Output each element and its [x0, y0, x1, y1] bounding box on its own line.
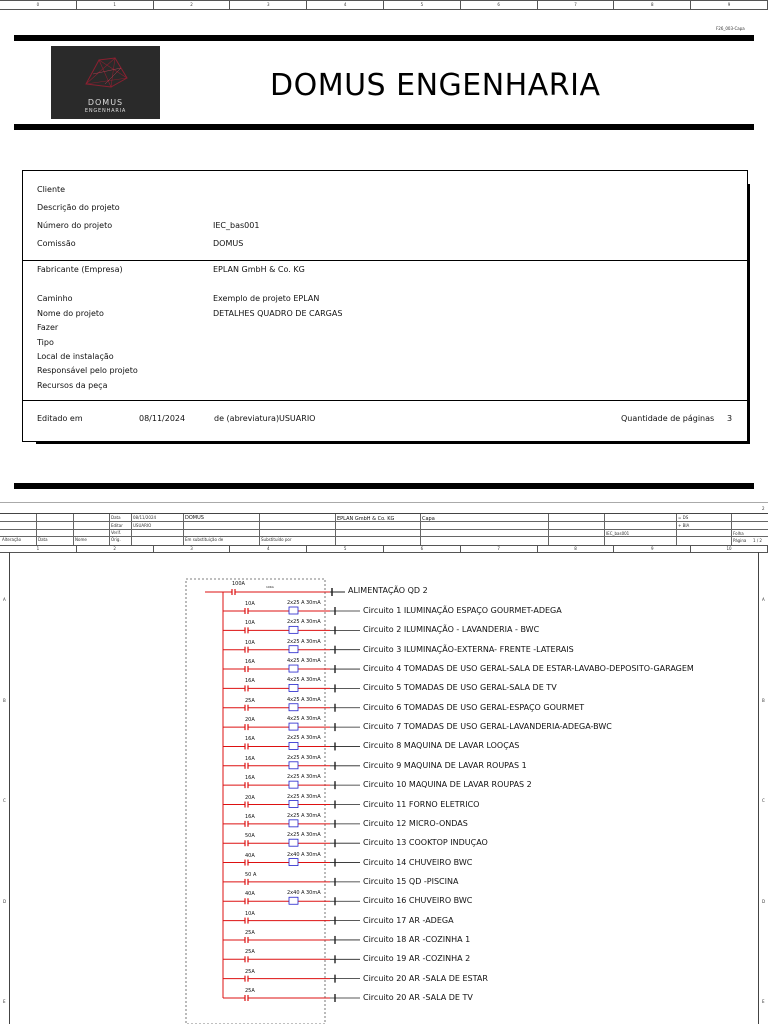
column-marker: 8	[538, 546, 615, 552]
row-letter: A	[762, 597, 765, 602]
dr-sensitivity: 30mA	[306, 735, 321, 742]
breaker-rating: 16A	[245, 813, 255, 820]
breaker-rating: 10A	[245, 639, 255, 646]
dr-sensitivity: 30mA	[306, 638, 321, 645]
logo-brand: DOMUS	[87, 98, 124, 107]
circuit-label: Circuito 17 AR -ADEGA	[363, 915, 454, 925]
numero-label: Número do projeto	[37, 221, 113, 230]
column-marker: 8	[614, 1, 691, 9]
substituido-label: Substituído por	[261, 537, 292, 542]
nome-label-tb: Nome	[75, 537, 87, 542]
circuit-label: Circuito 11 FORNO ELETRICO	[363, 799, 480, 809]
circuit-label: Circuito 15 QD -PISCINA	[363, 876, 459, 886]
dr-device-box	[289, 665, 298, 672]
dr-device-box	[289, 781, 298, 788]
column-marker: 4	[307, 1, 384, 9]
main-breaker-ka: 10KA	[266, 585, 274, 589]
breaker-rating: 16A	[245, 775, 255, 782]
column-marker: 4	[230, 546, 307, 552]
dr-sensitivity: 30mA	[306, 774, 321, 781]
circuit-label: Circuito 8 MAQUINA DE LAVAR LOOÇAS	[363, 741, 520, 751]
top-column-ruler	[0, 0, 768, 10]
dr-sensitivity: 30mA	[306, 812, 321, 819]
dr-device-box	[289, 820, 298, 827]
dr-device-box	[289, 704, 298, 711]
project-info-box	[22, 170, 748, 442]
dr-rating: 2x40 A	[287, 851, 305, 858]
logo-mark-icon	[81, 54, 131, 90]
column-marker: 7	[538, 1, 615, 9]
sheet-name: Capa	[422, 516, 435, 522]
dr-sensitivity: 30mA	[306, 754, 321, 761]
editado-value: 08/11/2024	[139, 414, 186, 423]
tipo-label: Tipo	[37, 338, 54, 347]
dr-rating: 4x25 A	[287, 696, 305, 703]
dr-rating: 4x25 A	[287, 677, 305, 684]
breaker-rating: 20A	[245, 717, 255, 724]
dr-sensitivity: 30mA	[306, 716, 321, 723]
circuit-label: Circuito 16 CHUVEIRO BWC	[363, 896, 473, 906]
dr-sensitivity: 30mA	[306, 600, 321, 606]
domus-logo	[51, 46, 160, 119]
info-divider	[23, 400, 747, 401]
dr-device-box	[289, 646, 298, 653]
circuit-label: Circuito 10 MAQUINA DE LAVAR ROUPAS 2	[363, 780, 532, 790]
abrev-value: USUARIO	[279, 414, 316, 423]
qtd-paginas-label: Quantidade de páginas	[621, 414, 715, 423]
row-letter: B	[762, 698, 765, 703]
dr-rating: 2x25 A	[287, 812, 305, 819]
breaker-rating: 10A	[245, 620, 255, 627]
circuit-label: Circuito 9 MAQUINA DE LAVAR ROUPAS 1	[363, 760, 527, 770]
row-letter: D	[762, 899, 766, 904]
dr-device-box	[289, 626, 298, 633]
breaker-rating: 50 A	[245, 871, 257, 878]
dr-device-box	[289, 762, 298, 769]
comissao-label: Comissão	[37, 239, 76, 248]
dr-device-box	[289, 859, 298, 866]
breaker-rating: 10A	[245, 601, 255, 607]
dr-device-box	[289, 607, 298, 614]
breaker-rating: 10A	[245, 910, 255, 917]
dr-device-box	[289, 897, 298, 904]
column-marker: 2	[77, 546, 154, 552]
title-block	[0, 513, 768, 546]
main-breaker-rating: 100A	[232, 581, 245, 587]
breaker-rating: 25A	[245, 988, 255, 994]
breaker-rating: 20A	[245, 794, 255, 801]
dr-sensitivity: 30mA	[306, 832, 321, 839]
comissao-value: DOMUS	[213, 239, 244, 248]
page-separator	[0, 502, 768, 503]
descricao-label: Descrição do projeto	[37, 203, 120, 212]
dr-device-box	[289, 742, 298, 749]
circuit-label: Circuito 12 MICRO-ONDAS	[363, 818, 468, 828]
feed-label: ALIMENTAÇÃO QD 2	[348, 586, 428, 595]
editar-value: USUARIO	[133, 523, 152, 528]
circuit-label: Circuito 3 ILUMINAÇÃO-EXTERNA- FRENTE -LATERAIS	[363, 644, 574, 654]
row-letter: B	[3, 698, 6, 703]
column-marker: 7	[461, 546, 538, 552]
dr-rating: 2x25 A	[287, 774, 305, 781]
circuit-label: Circuito 7 TOMADAS DE USO GERAL-LAVANDERIA-ADEGA-BWC	[363, 722, 612, 732]
dr-sensitivity: 30mA	[306, 658, 321, 665]
nome-value: DETALHES QUADRO DE CARGAS	[213, 309, 343, 318]
breaker-rating: 16A	[245, 659, 255, 666]
circuit-label: Circuito 1 ILUMINAÇÃO ESPAÇO GOURMET-ADEGA	[363, 606, 562, 615]
breaker-rating: 16A	[245, 678, 255, 685]
logo-subtitle: ENGENHARIA	[84, 108, 127, 114]
cliente-label: Cliente	[37, 185, 66, 194]
verif-label: Verif.	[111, 530, 122, 535]
column-marker: 2	[154, 1, 231, 9]
dr-sensitivity: 30mA	[306, 851, 321, 858]
breaker-rating: 25A	[245, 929, 255, 936]
row-letter: A	[3, 597, 6, 602]
page-marker: 2	[762, 506, 765, 511]
page-title: DOMUS ENGENHARIA	[270, 68, 601, 103]
dr-rating: 4x25 A	[287, 716, 305, 723]
editado-label: Editado em	[37, 414, 83, 423]
column-marker: 0	[0, 1, 77, 9]
orig-label: Orig.	[111, 537, 121, 542]
fabricante-value: EPLAN GmbH & Co. KG	[213, 265, 305, 274]
subst-label: Em substituição de	[185, 537, 224, 542]
breaker-rating: 25A	[245, 968, 255, 975]
circuit-label: Circuito 13 COOKTOP INDUÇAO	[363, 838, 488, 848]
column-marker: 10	[691, 546, 768, 552]
dr-rating: 2x25 A	[287, 832, 305, 839]
manufacturer-name: EPLAN GmbH & Co. KG	[337, 516, 395, 522]
abrev-label: de (abreviatura)	[214, 414, 280, 423]
row-letter: D	[3, 899, 7, 904]
local-label: Local de instalação	[37, 352, 114, 361]
column-marker: 1	[77, 1, 154, 9]
recursos-label: Recursos da peça	[37, 381, 108, 390]
dr-device-box	[289, 723, 298, 730]
fabricante-label: Fabricante (Empresa)	[37, 265, 123, 274]
circuit-label: Circuito 20 AR -SALA DE ESTAR	[363, 973, 488, 983]
column-marker: 9	[614, 546, 691, 552]
dr-device-box	[289, 839, 298, 846]
header-rule-top	[14, 35, 754, 41]
row-letter: C	[3, 798, 6, 803]
dr-sensitivity: 30mA	[306, 696, 321, 703]
folha-label: Folha	[733, 531, 744, 536]
info-divider	[23, 260, 747, 261]
numero-value: IEC_bas001	[213, 221, 260, 230]
dr-rating: 2x40 A	[287, 890, 305, 897]
dr-rating: 2x25 A	[287, 735, 305, 742]
footer-rule	[14, 483, 754, 489]
pagina-value: 1 / 2	[753, 538, 762, 543]
dr-sensitivity: 30mA	[306, 619, 321, 626]
alteracao-label: Alteração	[2, 537, 22, 542]
column-marker: 1	[0, 546, 77, 552]
panel-enclosure	[186, 579, 325, 1024]
column-marker: 6	[384, 546, 461, 552]
column-marker: 5	[384, 1, 461, 9]
dr-rating: 2x25 A	[287, 619, 305, 626]
dr-rating: 4x25 A	[287, 658, 305, 665]
loc-label: + BIA	[678, 523, 690, 528]
header-rule-bottom	[14, 124, 754, 130]
circuit-label: Circuito 14 CHUVEIRO BWC	[363, 857, 473, 867]
dr-sensitivity: 30mA	[306, 793, 321, 800]
dr-rating: 2x25 A	[287, 600, 305, 606]
dr-sensitivity: 30mA	[306, 677, 321, 684]
file-label: F26_003-Capa	[716, 26, 745, 31]
responsavel-label: Responsável pelo projeto	[37, 366, 138, 375]
column-marker: 5	[307, 546, 384, 552]
fazer-label: Fazer	[37, 323, 59, 332]
circuit-label: Circuito 4 TOMADAS DE USO GERAL-SALA DE ESTAR-LAVABO-DEPOSITO-GARAGEM	[363, 664, 694, 674]
editar-label: Editar	[111, 523, 123, 528]
row-letter: C	[762, 798, 765, 803]
breaker-rating: 40A	[245, 891, 255, 898]
data2-label: Data	[38, 537, 48, 542]
circuit-label: Circuito 20 AR -SALA DE TV	[363, 993, 473, 1002]
caminho-label: Caminho	[37, 294, 73, 303]
nome-label: Nome do projeto	[37, 309, 104, 318]
column-marker: 3	[154, 546, 231, 552]
dr-device-box	[289, 684, 298, 691]
breaker-rating: 50A	[245, 833, 255, 840]
dr-rating: 2x25 A	[287, 754, 305, 761]
breaker-rating: 16A	[245, 755, 255, 762]
row-letter: E	[3, 999, 6, 1004]
circuit-label: Circuito 6 TOMADAS DE USO GERAL-ESPAÇO GOURMET	[363, 702, 585, 712]
caminho-value: Exemplo de projeto EPLAN	[213, 294, 320, 303]
dr-rating: 2x25 A	[287, 793, 305, 800]
data-value: 08/11/2024	[133, 515, 157, 520]
circuit-label: Circuito 2 ILUMINAÇÃO - LAVANDERIA - BWC	[363, 625, 540, 635]
dr-sensitivity: 30mA	[306, 890, 321, 897]
circuit-label: Circuito 18 AR -COZINHA 1	[363, 934, 471, 944]
circuit-label: Circuito 19 AR -COZINHA 2	[363, 954, 471, 964]
row-letter: E	[762, 999, 765, 1004]
column-marker: 3	[230, 1, 307, 9]
circuit-label: Circuito 5 TOMADAS DE USO GERAL-SALA DE TV	[363, 683, 557, 693]
column-marker: 6	[461, 1, 538, 9]
qtd-paginas-value: 3	[727, 414, 733, 423]
breaker-rating: 25A	[245, 697, 255, 704]
pagina-label: Página	[733, 538, 747, 543]
company-name: DOMUS	[185, 515, 204, 521]
dr-rating: 2x25 A	[287, 638, 305, 645]
column-marker: 9	[691, 1, 768, 9]
dr-device-box	[289, 801, 298, 808]
eq-label: = DS	[678, 515, 689, 520]
project-code: IEC_bas001	[606, 531, 630, 536]
breaker-rating: 25A	[245, 949, 255, 956]
breaker-rating: 16A	[245, 736, 255, 743]
breaker-rating: 40A	[245, 852, 255, 859]
data-label: Data	[111, 515, 121, 520]
